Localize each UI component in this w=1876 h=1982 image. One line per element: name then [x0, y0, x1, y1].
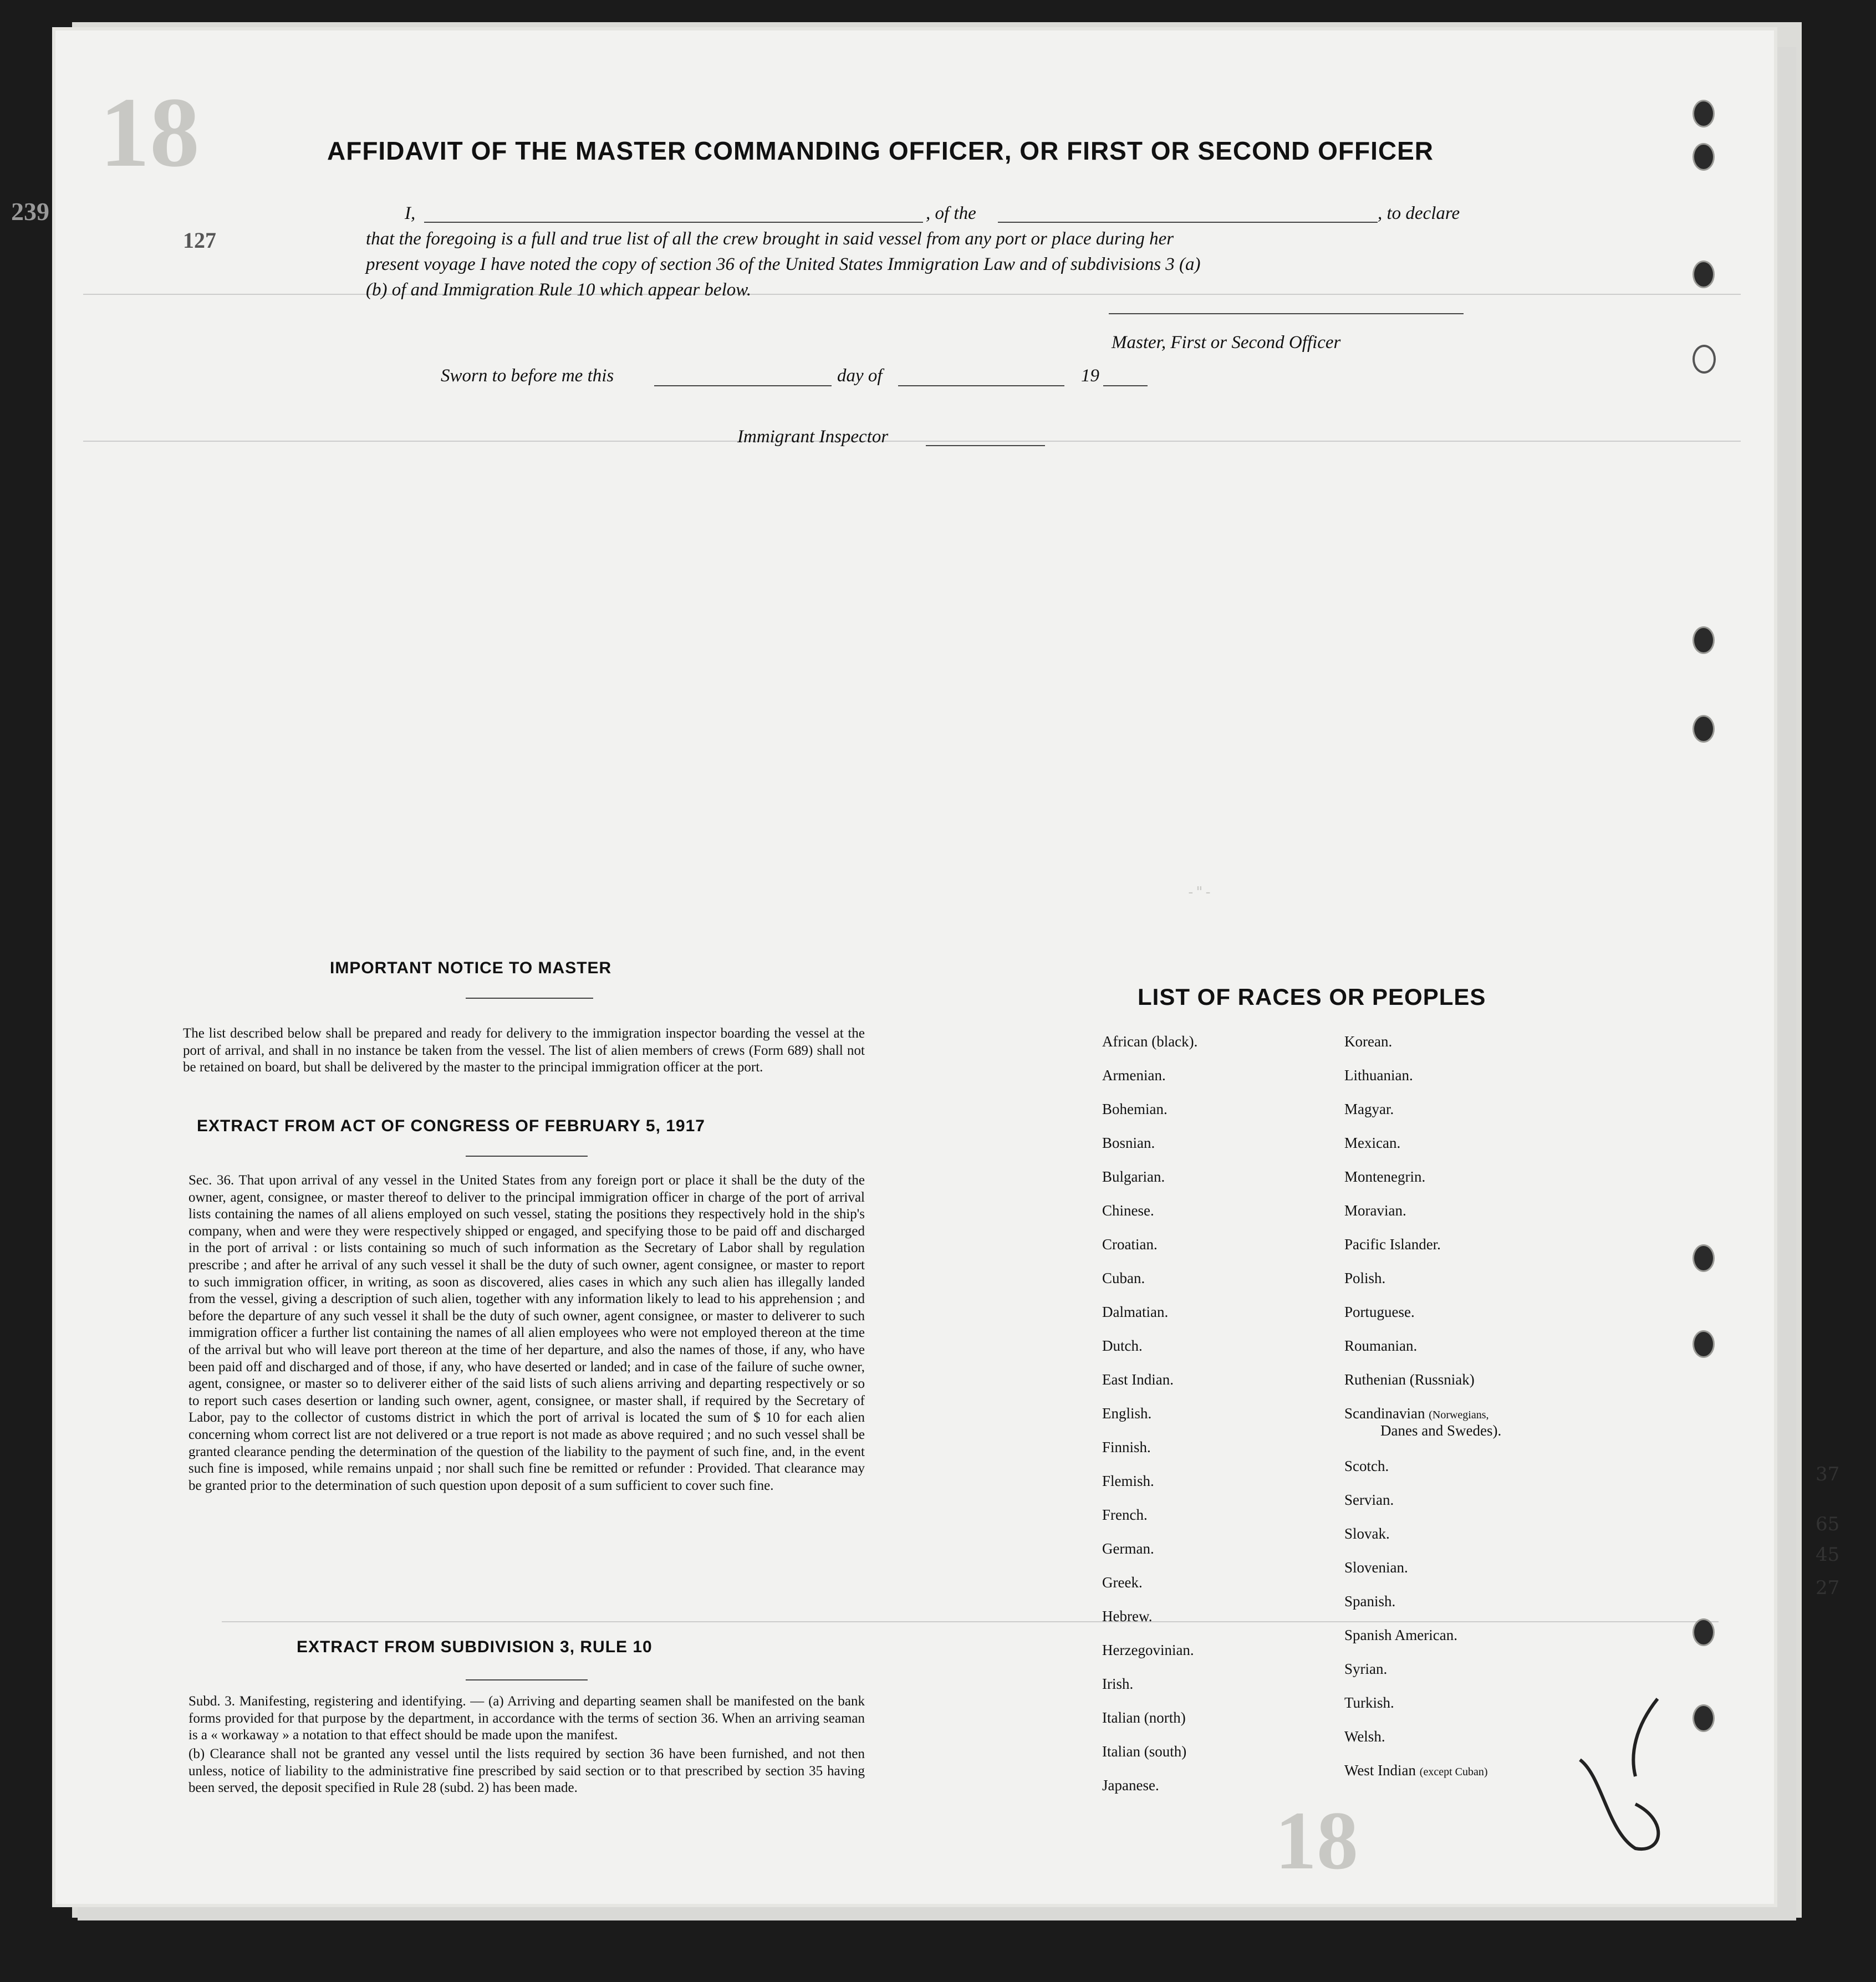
binder-hole-icon: [1693, 100, 1715, 127]
race-item-scandinavian: [1344, 1406, 1489, 1423]
race-item: Portuguese.: [1344, 1304, 1415, 1320]
race-item: Irish.: [1102, 1675, 1134, 1692]
year-text: 19: [1081, 366, 1099, 386]
left-edge-number: 239: [11, 197, 49, 226]
race-item: Pacific Islander.: [1344, 1236, 1441, 1253]
race-item: Spanish.: [1344, 1593, 1396, 1610]
affidavit-of-the: , of the: [926, 203, 976, 223]
race-item-note: (except Cuban): [1419, 1766, 1488, 1778]
signer-label: Master, First or Second Officer: [1112, 333, 1341, 353]
sworn-text: Sworn to before me this: [441, 366, 614, 386]
inspector-label: Immigrant Inspector: [737, 427, 889, 447]
binder-hole-icon: [1693, 260, 1715, 288]
act-heading: EXTRACT FROM ACT OF CONGRESS OF FEBRUARY 5, 1917: [197, 1117, 705, 1135]
margin-number: 27: [1816, 1577, 1840, 1599]
sworn-day-blank: [654, 385, 832, 386]
race-item: Scotch.: [1344, 1458, 1389, 1474]
race-item: Welsh.: [1344, 1728, 1385, 1745]
race-item: Ruthenian (Russniak): [1344, 1371, 1475, 1388]
affidavit-line-4: (b) of and Immigration Rule 10 which appear below.: [366, 280, 752, 300]
binder-hole-icon: [1693, 1704, 1715, 1732]
race-item: Mexican.: [1344, 1135, 1401, 1151]
notice-heading: IMPORTANT NOTICE TO MASTER: [330, 959, 612, 977]
race-item: Armenian.: [1102, 1067, 1166, 1084]
binder-hole-icon: [1693, 1244, 1715, 1272]
race-item: Finnish.: [1102, 1439, 1151, 1455]
notice-rule: [466, 998, 593, 999]
race-item: Magyar.: [1344, 1101, 1394, 1117]
race-item: Lithuanian.: [1344, 1067, 1413, 1084]
race-item: Cuban.: [1102, 1270, 1145, 1286]
race-item: Bohemian.: [1102, 1101, 1168, 1117]
race-item: Italian (south): [1102, 1743, 1187, 1760]
affidavit-title: AFFIDAVIT OF THE MASTER COMMANDING OFFICER, OR FIRST OR SECOND OFFICER: [327, 136, 1434, 165]
binder-hole-icon: [1693, 1618, 1715, 1646]
rule-rule: [466, 1679, 588, 1680]
affidavit-page: 18 18 127 239 -"- AFFIDAVIT OF THE MASTER COMMANDING OFFICER, OR FIRST OR SECOND OFFICER I, , of the , to declare that the foregoing is a full and true list of all the crew brought in said vessel from any port or place during her present voyage I have noted the copy of section 36 of the United States Immigration Law and of subdivisions 3 (a) (b) of and Immigration Rule 10 which appear below. Master, First or Second Officer Sworn to before me this day of 19 Immigrant Inspector IMPORTANT NOTICE TO MASTER The list described below shall be prepared and ready for delivery to the immigration inspector boarding the vessel at the port of arrival, and shall in no instance be taken from the vessel. The list of alien members of crews (Form 689) shall not be retained on board, but shall be delivered by the master to the principal immigration officer at the port. EXTRACT FROM ACT OF CONGRESS OF FEBRUARY 5, 1917 Sec. 36. That upon arrival of any vessel in the United States from any foreign port or place it shall be the duty of the owner, agent, consignee, or master thereof to deliver to the principal immigration officer in charge of the port of arrival lists containing the names of all aliens employed on such vessel, stating the positions they respectively hold in the ship's company, when and were they were respectively shipped or engaged, and specifying those to be paid off and discharged in the port of arrival : or lists containing so much of such information as the Secretary of Labor shall by regulation prescribe ; and after he arrival of any such vessel it shall be the duty of such owner, agent consignee, or master to report to such immigration officer, in writing, as soon as discovered, alies cases in which any such alien has illegally landed from the vessel, giving a description of such alien, together with any information likely to lead to his apprehension ; and before the departure of any such vessel it shall be the duty of such owner, agent consignee, or master to deliverer to such immigration officer a further list containing the names of all alien employees who were not employed thereon at the time of the arrival but who will leave port thereon at the time of her departure, and also the names of those, if any, who have been paid off and discharged and of those, if any, who have deserted or landed; and in case of the failure of suche owner, agent, consignee, or master so to deliverer either of the said lists of such aliens arriving and departing respectively or so to report such cases desertion or landing such owner, agent, consignee, or master shall, if required by the Secretary of Labor, pay to the collector of customs district in which the port of arrival is located the sum of $ 10 for each alien concerning whom correct list are not delivered or a true report is not made as above required ; and no such vessel shall be granted clearance pending the determination of the question of the liability to the payment of such fine, and, in the event such fine is imposed, while remains unpaid ; nor shall such fine be remitted or refunder : Provided. That clearance may be granted prior to the determination of such question upon deposit of a sum sufficient to cover such fine. EXTRACT FROM SUBDIVISION 3, RULE 10 Subd. 3. Manifesting, registering and identifying. — (a) Arriving and departing seamen shall be manifested on the bank forms provided for that purpose by the department, in accordance with the terms of section 36. When an arriving seaman is a « workaway » a notation to that effect should be made upon the manifest. (b) Clearance shall not be granted any vessel until the lists required by section 36 have been furnished, and not then unless, notice of liability to the administrative fine prescribed by said section or to that prescribed by section 35 having been served, the deposit specified in Rule 28 (subd. 2) has been made. LIST OF RACES OR PEOPLES African (black). Armenian. Bohemian. Bosnian. Bulgarian. Chinese. Croatian. Cuban. Dalmatian. Dutch. East Indian. English. Finnish. Flemish. French. German. Greek. Hebrew. Herzegovinian. Irish. Italian (north) Italian (south) Japanese. Korean. Lithuanian. Magyar. Mexican. Montenegrin. Moravian. Pacific Islander. Polish. Portuguese. Roumanian. Ruthenian (Russniak) Scandinavian (Norwegians, Danes and Swedes). Scotch. Servian. Slovak. Slovenian. Spanish. Spanish American. Syrian. Turkish. Welsh. West Indian (except Cuban): [55, 30, 1774, 1904]
race-item: Chinese.: [1102, 1202, 1154, 1219]
race-item: English.: [1102, 1405, 1152, 1422]
rule-text-b: (b) Clearance shall not be granted any vessel until the lists required by section 36 have been furnished, and not then unless, notice of liability to the administrative fine prescribed by said section or to that prescribed by section 35 having been served, the deposit specified in Rule 28 (subd. 2) has been made.: [188, 1746, 865, 1796]
affidavit-line-3: present voyage I have noted the copy of section 36 of the United States Immigration Law and of subdivisions 3 (a): [366, 254, 1201, 274]
act-rule: [466, 1156, 588, 1157]
race-item: Montenegrin.: [1344, 1168, 1426, 1185]
race-item: Dutch.: [1102, 1337, 1143, 1354]
name-blank: [424, 222, 923, 223]
race-item: Korean.: [1344, 1033, 1393, 1050]
race-item: Italian (north): [1102, 1709, 1186, 1726]
race-item: Polish.: [1344, 1270, 1386, 1286]
rule-text-a: Subd. 3. Manifesting, registering and identifying. — (a) Arriving and departing seamen shall be manifested on the bank forms provided for that purpose by the department, in accordance with the terms of section 36. When an arriving seaman is a « workaway » a notation to that effect should be made upon the manifest.: [188, 1694, 865, 1743]
race-item: Spanish American.: [1344, 1627, 1457, 1643]
race-item: Japanese.: [1102, 1777, 1159, 1794]
act-text: Sec. 36. That upon arrival of any vessel in the United States from any foreign port or place it shall be the duty of the owner, agent, consignee, or master thereof to deliver to the principal immigration officer in charge of the port of arrival lists containing the names of all aliens employed on such vessel, stating the positions they respectively hold in the ship's company, when and were they were respectively shipped or engaged, and specifying those to be paid off and discharged in the port of arrival : or lists containing so much of such information as the Secretary of Labor shall by regulation prescribe ; and after he arrival of any such vessel it shall be the duty of such owner, agent consignee, or master to report to such immigration officer, in writing, as soon as discovered, alies cases in which any such alien has illegally landed from the vessel, giving a description of such alien, together with any information likely to lead to his apprehension ; and before the departure of any such vessel it shall be the duty of such owner, agent consignee, or master to deliverer to such immigration officer a further list containing the names of all alien employees who were not employed thereon at the time of the arrival but who will leave port thereon at the time of her departure, and also the names of those, if any, who have been paid off and discharged and of those, if any, who have deserted or landed; and in case of the failure of suche owner, agent, consignee, or master so to deliverer either of the said lists of such aliens arriving and departing respectively or so to report such cases desertion or landing such owner, agent, consignee, or master shall, if required by the Secretary of Labor, pay to the collector of customs district in which the port of arrival is located the sum of $ 10 for each alien concerning whom correct list are not delivered or a true report is not made as above required ; and no such vessel shall be granted clearance pending the determination of the question of the liability to the payment of such fine, and, in the event such fine is imposed, while remains unpaid ; nor shall such fine be remitted or refunder : Provided. That clearance may be granted prior to the determination of such question upon deposit of a sum sufficient to cover such fine.: [188, 1173, 865, 1493]
race-item-label: West Indian: [1344, 1762, 1416, 1779]
rule-heading: EXTRACT FROM SUBDIVISION 3, RULE 10: [297, 1638, 652, 1656]
margin-number: 37: [1816, 1463, 1840, 1485]
binder-hole-icon: [1693, 345, 1716, 374]
race-item: French.: [1102, 1506, 1148, 1523]
inspector-blank: [926, 445, 1045, 446]
binder-hole-icon: [1693, 715, 1715, 743]
binder-hole-icon: [1693, 1330, 1715, 1358]
affidavit-i: I,: [405, 203, 416, 223]
race-item: Moravian.: [1344, 1202, 1406, 1219]
binder-hole-icon: [1693, 143, 1715, 171]
margin-number: 45: [1816, 1544, 1840, 1566]
race-item: German.: [1102, 1540, 1154, 1557]
race-item: Slovak.: [1344, 1525, 1390, 1542]
notice-text: The list described below shall be prepared and ready for delivery to the immigration inspector boarding the vessel at the port of arrival, and shall in no instance be taken from the vessel. The list of alien members of crews (Form 689) shall not be retained on board, but shall be delivered by the master to the principal immigration officer at the port.: [183, 1026, 865, 1075]
signature-blank: [1109, 313, 1464, 314]
race-item: East Indian.: [1102, 1371, 1174, 1388]
page-number: 127: [183, 228, 216, 253]
race-item: Bosnian.: [1102, 1135, 1155, 1151]
sworn-year-blank: [1103, 385, 1148, 386]
race-item: Greek.: [1102, 1574, 1143, 1591]
races-heading: LIST OF RACES OR PEOPLES: [1138, 984, 1486, 1010]
race-item: Croatian.: [1102, 1236, 1158, 1253]
race-item-note: Danes and Swedes).: [1380, 1422, 1502, 1439]
race-item-note-line: [1380, 1423, 1501, 1438]
race-item: Bulgarian.: [1102, 1168, 1165, 1185]
race-item: Servian.: [1344, 1491, 1394, 1508]
vessel-blank: [998, 222, 1378, 223]
race-item: Turkish.: [1344, 1694, 1394, 1711]
stamp-number-bottom: 18: [1275, 1795, 1358, 1887]
margin-number: 65: [1816, 1513, 1840, 1535]
sworn-month-blank: [898, 385, 1064, 386]
race-item-note: (Norwegians,: [1429, 1409, 1489, 1421]
stamp-number-top: 18: [100, 77, 200, 187]
binder-hole-icon: [1693, 626, 1715, 654]
race-item: Slovenian.: [1344, 1559, 1408, 1576]
affidavit-declare: , to declare: [1378, 203, 1460, 223]
race-item: Flemish.: [1102, 1473, 1154, 1489]
race-item: Roumanian.: [1344, 1337, 1418, 1354]
race-item: Hebrew.: [1102, 1608, 1153, 1625]
race-item: Dalmatian.: [1102, 1304, 1169, 1320]
race-item-west-indian: [1344, 1763, 1488, 1780]
race-item: Syrian.: [1344, 1661, 1388, 1677]
race-item-label: Scandinavian: [1344, 1405, 1425, 1422]
affidavit-line-2: that the foregoing is a full and true list of all the crew brought in said vessel from any port or place during her: [366, 229, 1174, 249]
day-of-text: day of: [837, 366, 883, 386]
race-item: Herzegovinian.: [1102, 1642, 1194, 1658]
race-item: African (black).: [1102, 1033, 1198, 1050]
